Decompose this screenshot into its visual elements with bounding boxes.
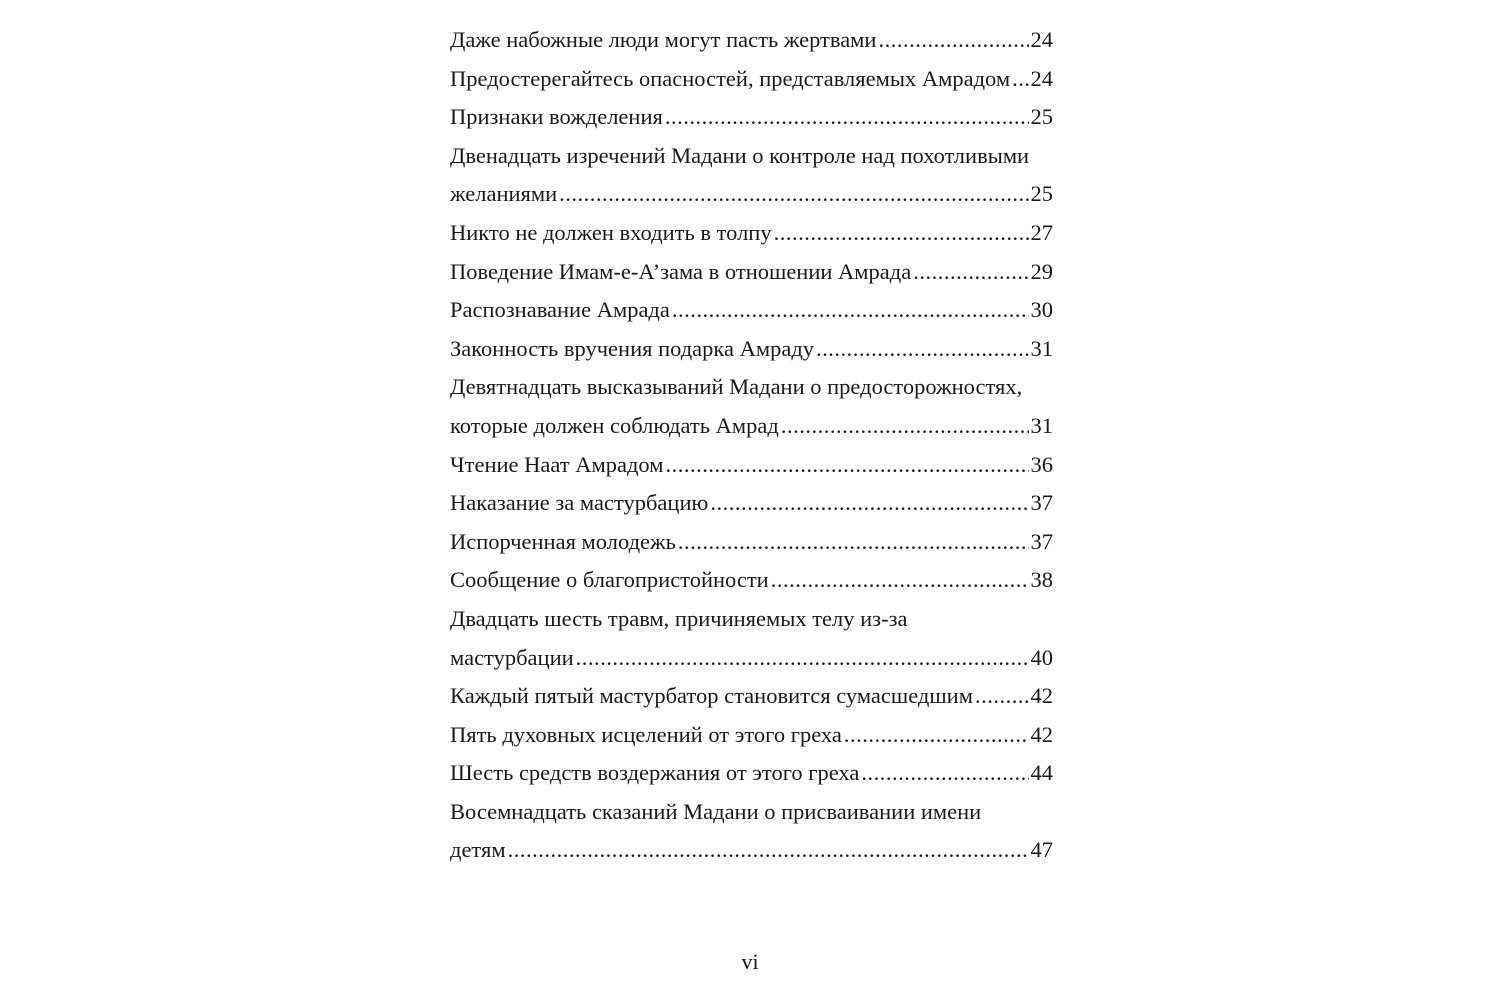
toc-entry-page-number: 44 [1030, 760, 1053, 786]
toc-entry [450, 214, 1053, 253]
toc-entry-row [450, 214, 1053, 253]
toc-entry-title: Законность вручения подарка Амраду [450, 335, 815, 361]
dot-leader [844, 716, 1029, 755]
toc-entry-title: Чтение Наат Амрадом [450, 451, 664, 477]
dot-leader [913, 253, 1028, 292]
toc-entry-title-line: Двадцать шесть травм, причиняемых телу из-за [450, 605, 908, 631]
toc-entry-title: Предостерегайтесь опасностей, представляемых Амрадом [450, 65, 1011, 91]
toc-entry-title: Шесть средств воздержания от этого греха [450, 760, 860, 786]
dot-leader [774, 214, 1029, 253]
toc-entry-page-number: 24 [1030, 65, 1053, 91]
toc-entry-row [450, 21, 1053, 60]
toc-entry-row [450, 639, 1053, 678]
toc-entry-row [450, 561, 1053, 600]
toc-entry-page-number: 40 [1030, 644, 1053, 670]
toc-entry [450, 446, 1053, 485]
toc-entry [450, 716, 1053, 755]
dot-leader [975, 677, 1029, 716]
toc-entry-page-number: 38 [1030, 567, 1053, 593]
toc-entry-page-number: 30 [1030, 297, 1053, 323]
toc-entry [450, 21, 1053, 60]
toc-entry [450, 561, 1053, 600]
dot-leader [771, 561, 1029, 600]
toc-entry-page-number: 24 [1030, 27, 1053, 52]
dot-leader [861, 754, 1028, 793]
toc-entry [450, 368, 1053, 445]
dot-leader [672, 291, 1029, 330]
toc-entry [450, 60, 1053, 99]
toc-entry-title-line: Девятнадцать высказываний Мадани о предосторожностях, [450, 374, 1023, 400]
toc-entry [450, 677, 1053, 716]
toc-entry-title: Распознавание Амрада [450, 297, 670, 323]
toc-entry [450, 523, 1053, 562]
toc-entry-row [450, 484, 1053, 523]
toc-entry [450, 253, 1053, 292]
toc-entry-page-number: 29 [1030, 258, 1053, 284]
toc-entry-row [450, 677, 1053, 716]
toc-entry-title: мастурбации [450, 644, 574, 670]
toc-entry-title: Наказание за мастурбацию [450, 490, 709, 516]
toc-entry-title-line: Двенадцать изречений Мадани о контроле над похотливыми [450, 142, 1030, 168]
dot-leader [508, 831, 1029, 870]
toc-entry [450, 600, 1053, 677]
toc-entry-row [450, 407, 1053, 446]
page-number: vi [741, 949, 759, 974]
toc-entry-title: Признаки вожделения [450, 104, 663, 130]
toc-entry [450, 291, 1053, 330]
toc-entry-row [450, 831, 1053, 870]
toc-entry-page-number: 27 [1030, 219, 1053, 245]
toc-entry-title: Пять духовных исцелений от этого греха [450, 721, 842, 747]
toc-entry-title: желаниями [450, 181, 558, 207]
toc-entry-title: детям [450, 837, 506, 863]
toc-entry [450, 754, 1053, 793]
toc-entry-row [450, 754, 1053, 793]
toc-entry-row [450, 291, 1053, 330]
dot-leader [576, 639, 1029, 678]
toc-entry-title: Даже набожные люди могут пасть жертвами [450, 27, 877, 52]
toc-entry-page-number: 36 [1030, 451, 1053, 477]
toc-entry-title: которые должен соблюдать Амрад [450, 412, 779, 438]
dot-leader [781, 407, 1029, 446]
toc-entry-row [450, 716, 1053, 755]
toc-entry-row [450, 175, 1053, 214]
dot-leader [559, 175, 1028, 214]
dot-leader [710, 484, 1028, 523]
toc-entry [450, 98, 1053, 137]
toc-entry-page-number: 47 [1030, 837, 1053, 863]
toc-entry-row [450, 60, 1053, 99]
toc-entry-page-number: 25 [1030, 181, 1053, 207]
toc-entry-title: Никто не должен входить в толпу [450, 219, 772, 245]
dot-leader [1012, 60, 1028, 99]
toc-entry-title: Каждый пятый мастурбатор становится сумасшедшим [450, 683, 973, 709]
toc-entry-row [450, 98, 1053, 137]
toc-entry-title: Поведение Имам-е-А’зама в отношении Амрада [450, 258, 912, 284]
toc-entry [450, 484, 1053, 523]
dot-leader [678, 523, 1029, 562]
dot-leader [665, 446, 1028, 485]
toc-entry-title-line: Восемнадцать сказаний Мадани о присваивании имени [450, 798, 982, 824]
toc-entry-page-number: 37 [1030, 528, 1053, 554]
dot-leader [878, 21, 1028, 60]
dot-leader [665, 98, 1029, 137]
toc-entry-title: Испорченная молодежь [450, 528, 676, 554]
toc-entry [450, 137, 1053, 214]
toc-entry-row [450, 330, 1053, 369]
toc-entry-page-number: 42 [1030, 683, 1053, 709]
toc-entry-row [450, 253, 1053, 292]
toc-entry [450, 793, 1053, 870]
toc-entry-page-number: 42 [1030, 721, 1053, 747]
toc-entry-row [450, 523, 1053, 562]
toc-entry-page-number: 31 [1030, 412, 1053, 438]
toc-entry-page-number: 25 [1030, 104, 1053, 130]
toc-entry-page-number: 37 [1030, 490, 1053, 516]
table-of-contents [450, 21, 1053, 870]
toc-entry-title: Сообщение о благопристойности [450, 567, 769, 593]
toc-entry-row [450, 446, 1053, 485]
toc-entry-page-number: 31 [1030, 335, 1053, 361]
dot-leader [816, 330, 1028, 369]
toc-entry [450, 330, 1053, 369]
